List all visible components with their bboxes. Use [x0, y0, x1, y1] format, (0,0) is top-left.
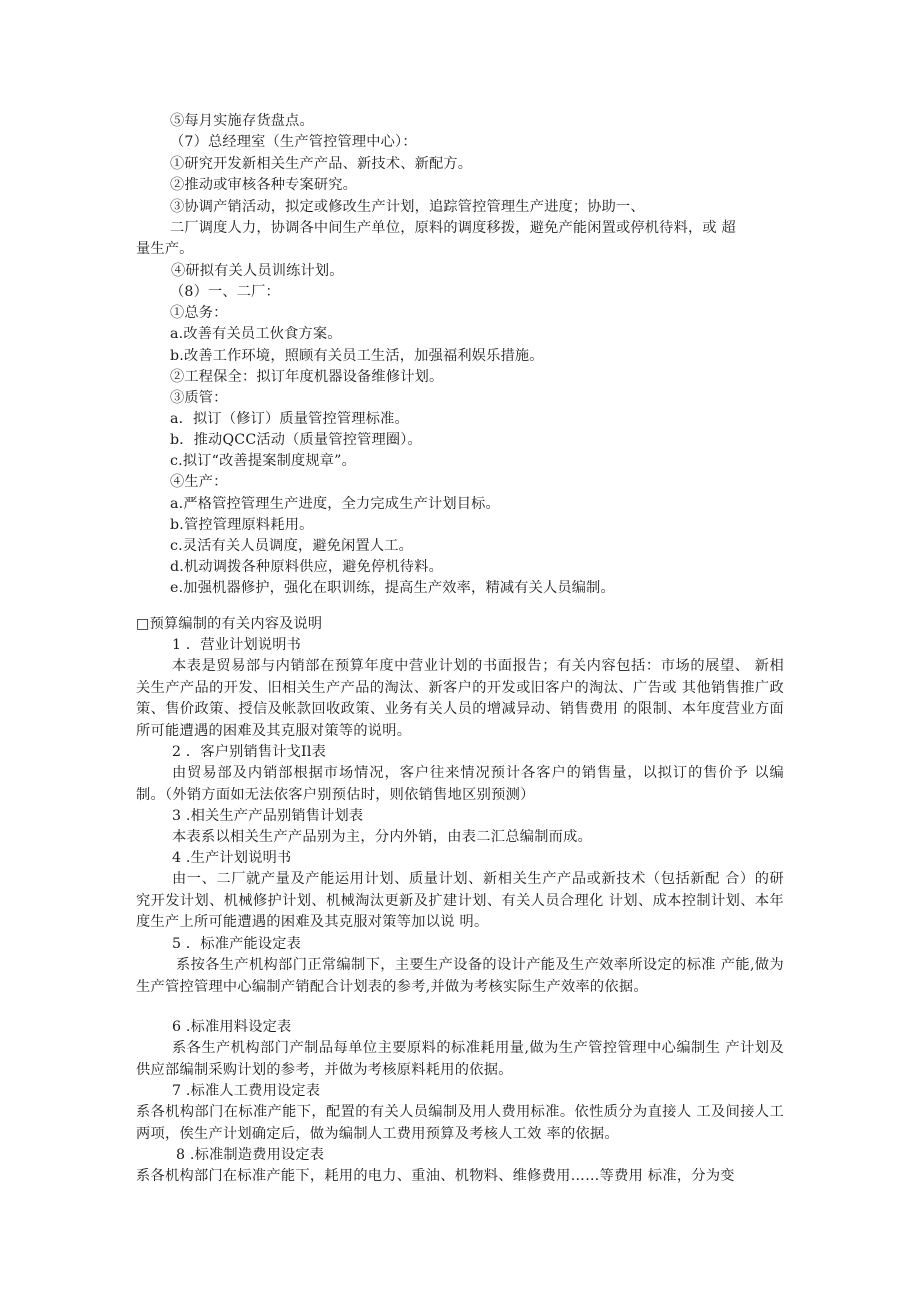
text-line: 二厂调度人力，协调各中间生产单位，原料的调度移拨，避免产能闲置或停机待料，或 超 [170, 220, 736, 236]
item-title: 8 .标准制造费用设定表 [176, 1147, 325, 1163]
item-body: 由一、二厂就产量及产能运用计划、质量计划、新相关生产产品或新技术（包括新配 合）的研究开发计划、机械修护计划、机械淘汰更新及扩建计划、有关人员合理化 计划、成本控制计划、本年度生产上所可能遭遇的困难及其克服对策等加以说 明。 [136, 871, 784, 930]
text-line: ③质管： [170, 390, 228, 406]
item-title: 1 ．营业计划说明书 [172, 637, 302, 653]
text-line: b.管控管理原料耗用。 [170, 517, 314, 533]
item-body: 系各机构部门在标准产能下，耗用的电力、重油、机物料、维修费用……等费用 标准，分为变 [136, 1168, 735, 1184]
text-line: （7）总经理室（生产管控管理中心）： [170, 134, 417, 150]
item-title: 4 .生产计划说明书 [172, 850, 292, 866]
text-line: c.灵活有关人员调度，避免闲置人工。 [170, 538, 414, 554]
text-line: ①总务： [170, 305, 228, 321]
item-body: 本表是贸易部与内销部在预算年度中营业计划的书面报告；有关内容包括：市场的展望、 新相关生产产品的开发、旧相关生产产品的淘汰、新客户的开发或旧客户的淘汰、广告或 其他销售推广政策、售价政策、授信及帐款回收政策、业务有关人员的增减异动、销售费用 的限制、本年度营业方面所可能遭遇的困难及其克服对策等的说明。 [136, 658, 784, 739]
item-body: 系各机构部门在标准产能下，配置的有关人员编制及用人费用标准。依性质分为直接人 工及间接人工两项，俟生产计划确定后，做为编制人工费用预算及考核人工效 率的依据。 [136, 1104, 784, 1142]
item-title: 3 .相关生产产品别销售计划表 [172, 808, 364, 824]
text-line: （8）一、二厂： [170, 284, 280, 300]
item-title: 2 ．客户别销售计戈Il表 [172, 744, 326, 760]
text-line: b.改善工作环境，照顾有关员工生活，加强福利娱乐措施。 [170, 348, 544, 364]
text-line: a．拟订（修订）质量管控管理标准。 [170, 411, 409, 427]
item-title: 6 .标准用料设定表 [172, 1019, 292, 1035]
text-line: a.严格管控管理生产进度，全力完成生产计划目标。 [170, 496, 500, 512]
item-title: 7 .标准人工费用设定表 [172, 1083, 321, 1099]
item-body: 系按各生产机构部门正常编制下，主要生产设备的设计产能及生产效率所设定的标准 产能,做为生产管控管理中心编制产销配合计划表的参考,并做为考核实际生产效率的依据。 [136, 957, 784, 995]
text-line: e.加强机器修护，强化在职训练，提高生产效率，精减有关人员编制。 [170, 580, 615, 596]
text-line: ②推动或审核各种专案研究。 [170, 177, 358, 193]
item-body: 由贸易部及内销部根据市场情况，客户往来情况预计各客户的销售量，以拟订的售价予 以编制。（外销方面如无法依客户别预估时，则依销售地区别预测） [136, 765, 784, 803]
text-line: ⑤每月实施存货盘点。 [170, 113, 314, 129]
text-line: ①研究开发新相关生产产品、新技术、新配方。 [170, 156, 473, 172]
item-body: 本表系以相关生产产品别为主，分内外销，由表二汇总编制而成。 [172, 829, 593, 845]
section-heading: □预算编制的有关内容及说明 [136, 616, 323, 632]
text-line: c.拟订“改善提案制度规章”。 [170, 453, 357, 469]
text-line: d.机动调拨各种原料供应，避免停机待料。 [170, 559, 443, 575]
text-line: ④研拟有关人员训练计划。 [171, 263, 344, 279]
text-line: ③协调产销活动，拟定或修改生产计划，追踪管控管理生产进度；协助一、 [170, 199, 645, 215]
text-line: ④生产： [170, 474, 228, 490]
text-line: ②工程保全：拟订年度机器设备维修计划。 [170, 369, 444, 385]
text-line: a.改善有关员工伙食方案。 [170, 326, 342, 342]
item-title: 5 ．标准产能设定表 [172, 936, 302, 952]
text-line: b．推动QCC活动（质量管控管理圈）。 [170, 432, 422, 448]
text-line: 量生产。 [136, 241, 194, 257]
item-body: 系各生产机构部门产制品每单位主要原料的标准耗用量,做为生产管控管理中心编制生 产计划及供应部编制采购计划的参考，并做为考核原料耗用的依据。 [136, 1040, 784, 1078]
